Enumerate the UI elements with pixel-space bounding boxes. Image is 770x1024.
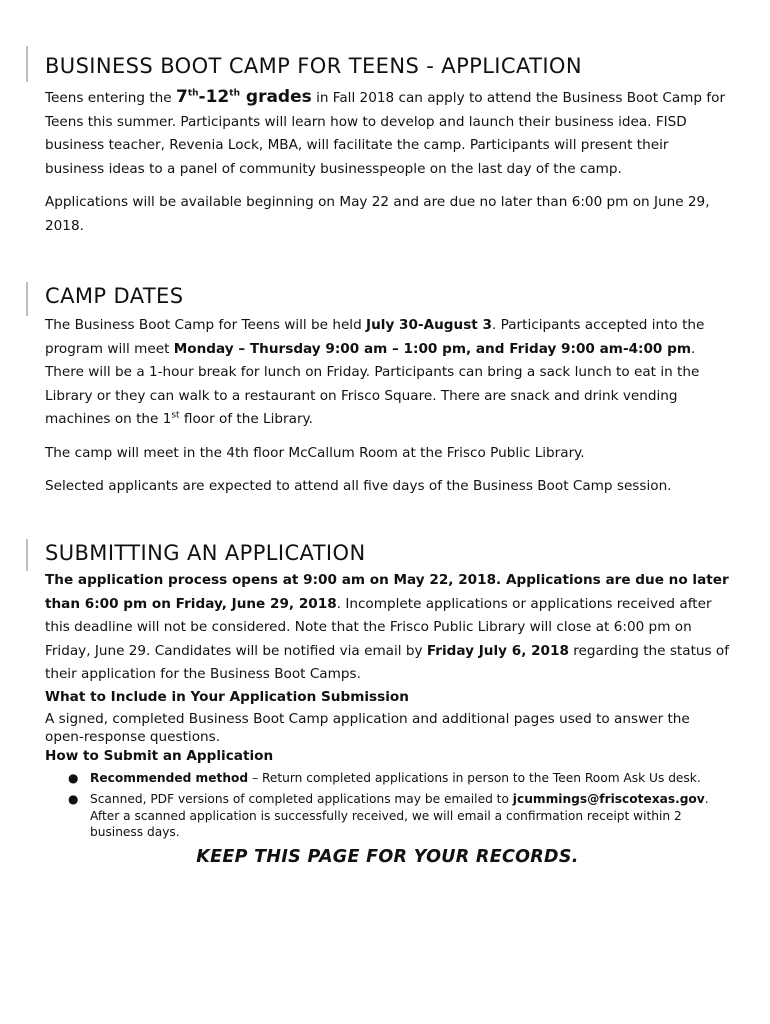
submitting-heading: SUBMITTING AN APPLICATION — [45, 541, 366, 565]
camp-dates-paragraph: The Business Boot Camp for Teens will be held July 30-August 3. Participants accepted into the program will meet Monday – Thursday 9:00 am – 1:00 pm, and Friday 9:00 am-4:00 pm. There will be a 1-hour break for lunch on Friday. Participants can bring a sack lunch to eat in the Library or they can walk to a restaurant on Frisco Square. There are snack and drink vending machines on the 1st floor of the Library. — [45, 317, 705, 427]
notification-date-bold: Friday July 6, 2018 — [426, 642, 569, 659]
intro-heading: BUSINESS BOOT CAMP FOR TEENS - APPLICATION — [45, 54, 582, 78]
include-text: A signed, completed Business Boot Camp application and additional pages used to answer the open-response questions. — [45, 710, 690, 745]
include-heading: What to Include in Your Application Submission — [45, 688, 409, 705]
section-intro — [45, 52, 730, 238]
list-item: ● Recommended method – Return completed applications in person to the Teen Room Ask Us desk. — [68, 770, 701, 785]
intro-paragraph — [45, 86, 730, 181]
email-address[interactable]: jcummings@friscotexas.gov — [512, 792, 705, 806]
camp-hours-bold: Monday – Thursday 9:00 am – 1:00 pm, and Friday 9:00 am-4:00 pm — [173, 340, 692, 357]
keep-notice: KEEP THIS PAGE FOR YOUR RECORDS. — [196, 846, 579, 867]
bullet-icon: ● — [68, 792, 79, 806]
bullet-icon: ● — [68, 770, 79, 785]
section-accent-bar — [26, 282, 28, 316]
list-item: ● Scanned, PDF versions of completed applications may be emailed to jcummings@friscotexas.gov. After a scanned application is successfully received, we will email a confirmation receipt within 2 business days. — [68, 792, 709, 839]
intro-text-end: in Fall 2018 can apply to attend the Business Boot Camp for Teens this summer. Participants will learn how to develop and launch their business idea. FISD business teacher, Revenia Lock, MBA, will facilitate the camp. Participants will present their business ideas to a panel of community businesspeople on the last day of the camp. — [45, 90, 726, 177]
camp-location-paragraph: The camp will meet in the 4th floor McCallum Room at the Frisco Public Library. — [45, 444, 585, 461]
availability-paragraph: Applications will be available beginning on May 22 and are due no later than 6:00 pm on June 29, 2018. — [45, 194, 710, 234]
intro-text-start: Teens entering the — [45, 90, 176, 106]
camp-dates-heading: CAMP DATES — [45, 284, 184, 308]
section-camp-dates — [45, 282, 730, 499]
submitting-paragraph: The application process opens at 9:00 am on May 22, 2018. Applications are due no later than 6:00 pm on Friday, June 29, 2018. Incomplete applications or applications received after this deadline will not be considered. Note that the Frisco Public Library will close at 6:00 pm on Friday, June 29. Candidates will be notified via email by Friday July 6, 2018 regarding the status of their application for the Business Boot Camps. — [45, 572, 730, 682]
camp-dates-bold: July 30-August 3 — [366, 317, 492, 333]
submission-methods-list — [45, 770, 730, 841]
recommended-method-label: Recommended method — [90, 770, 249, 785]
deadline-bold: The application process opens at 9:00 am on May 22, 2018. Applications are due no later than 6:00 pm on Friday, June 29, 2018 — [45, 572, 729, 612]
how-heading: How to Submit an Application — [45, 747, 274, 764]
section-submitting — [45, 539, 730, 867]
attendance-paragraph: Selected applicants are expected to attend all five days of the Business Boot Camp session. — [45, 478, 672, 494]
grade-range: 7th-12th grades — [175, 87, 312, 107]
section-accent-bar — [26, 539, 28, 571]
section-accent-bar — [26, 46, 28, 82]
